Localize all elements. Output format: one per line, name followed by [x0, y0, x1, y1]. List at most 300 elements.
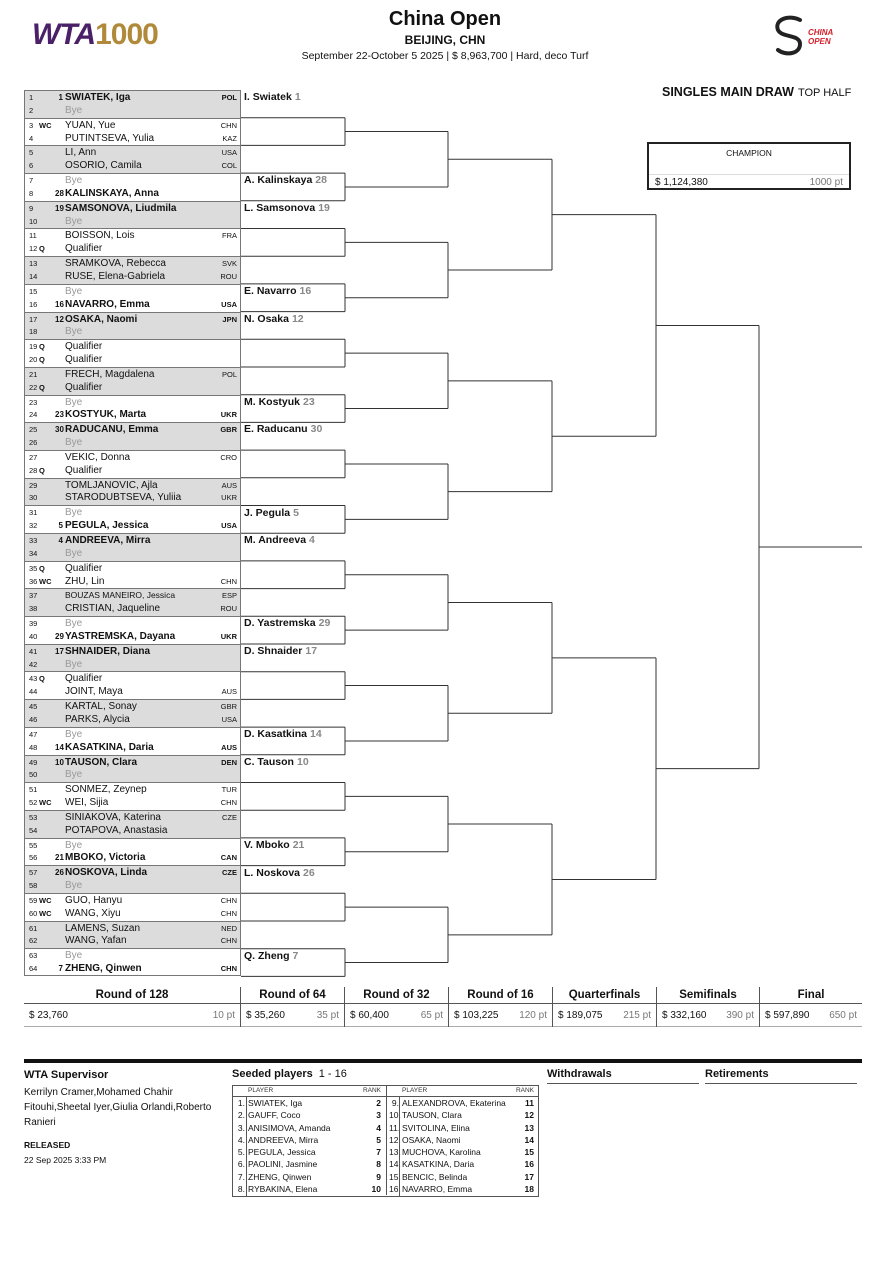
winner-name: C. Tauson [244, 755, 294, 768]
supervisor-names: Kerrilyn Cramer,Mohamed Chahir Fitouhi,Sheetal Iyer,Giulia Orlandi,Roberto Ranieri [24, 1087, 212, 1128]
round-of-64-winner [244, 534, 315, 546]
winner-name: D. Yastremska [244, 617, 316, 630]
seeded-row [387, 1171, 539, 1183]
player-name: NOSKOVA, Linda [65, 867, 148, 879]
seeded-player-name: ANISIMOVA, Amanda [248, 1122, 331, 1133]
country-code: CHN [220, 964, 237, 974]
draw-position: 47 [29, 729, 38, 739]
winner-name: Q. Zheng [244, 949, 290, 962]
draw-position: 41 [29, 646, 38, 656]
round-points: 10 pt [212, 1010, 235, 1021]
player-name: KALINSKAYA, Anna [65, 187, 159, 199]
seeded-player-name: GAUFF, Coco [248, 1110, 301, 1121]
round-name: Round of 64 [259, 989, 326, 1001]
seed-number: 16 [55, 299, 64, 309]
draw-position: 29 [29, 480, 38, 490]
country-code: USA [221, 521, 237, 531]
draw-position: 12 [29, 244, 38, 254]
player-name: BOUZAS MANEIRO, Jessica [65, 590, 176, 601]
country-code: ESP [221, 591, 237, 601]
entry-status: WC [39, 908, 52, 918]
seeded-player-rank: 17 [524, 1171, 534, 1182]
draw-position: 18 [29, 327, 38, 337]
player-name: Bye [65, 618, 83, 630]
draw-position: 4 [29, 133, 34, 143]
seed-number: 28 [55, 188, 64, 198]
china-open-logo-text: CHINA OPEN [808, 28, 834, 46]
winner-name: D. Shnaider [244, 645, 303, 657]
round-name: Quarterfinals [568, 989, 641, 1001]
country-code: AUS [221, 742, 237, 752]
draw-position: 19 [29, 342, 38, 352]
winner-seed: 29 [318, 617, 331, 630]
draw-position: 30 [29, 493, 38, 503]
tournament-info: September 22-October 5 2025 | $ 8,963,700 | Hard, deco Turf [301, 50, 589, 62]
draw-position: 32 [29, 521, 38, 531]
footer-divider [24, 1059, 862, 1063]
round-points: 650 pt [829, 1010, 857, 1021]
draw-position: 59 [29, 895, 38, 905]
round-of-64-winner [244, 507, 299, 519]
withdrawals-heading: Withdrawals [547, 1068, 699, 1084]
winner-seed: 19 [318, 201, 330, 214]
player-name: TOMLJANOVIC, Ajla [65, 479, 158, 491]
round-prize: $ 35,260 [246, 1010, 285, 1021]
seed-index: 8. [237, 1184, 245, 1195]
round-prize: $ 597,890 [765, 1010, 810, 1021]
player-name: Bye [65, 658, 83, 670]
player-name: Bye [65, 104, 83, 116]
round-points: 65 pt [420, 1010, 443, 1021]
draw-position: 14 [29, 271, 38, 281]
round-cell [24, 987, 240, 1027]
seed-index: 6. [237, 1159, 245, 1170]
country-code: CHN [220, 908, 237, 918]
draw-position: 54 [29, 825, 38, 835]
player-name: Qualifier [65, 341, 103, 353]
player-name: Bye [65, 950, 83, 962]
player-name: SINIAKOVA, Katerina [65, 811, 161, 823]
player-name: ZHU, Lin [65, 575, 105, 587]
seed-index: 13. [389, 1147, 401, 1158]
champion-label: CHAMPION [726, 148, 772, 158]
winner-name: L. Noskova [244, 866, 301, 879]
round-of-64-winner [244, 645, 317, 657]
seeded-player-name: SWIATEK, Iga [248, 1098, 303, 1108]
seed-index: 10. [389, 1110, 401, 1121]
player-name: Bye [65, 285, 83, 297]
player-name: BOISSON, Lois [65, 230, 135, 242]
seeded-players-section [232, 1068, 542, 1195]
entry-status: Q [39, 355, 45, 365]
player-name: ANDREEVA, Mirra [65, 535, 151, 546]
player-name: OSAKA, Naomi [65, 313, 138, 325]
draw-position: 46 [29, 714, 38, 724]
player-name: Bye [65, 839, 83, 851]
seeded-row [233, 1171, 386, 1183]
winner-seed: 1 [294, 91, 301, 103]
draw-position: 55 [29, 840, 38, 850]
winner-seed: 30 [310, 423, 323, 436]
col-player-header: PLAYER [402, 1087, 428, 1094]
seed-number: 21 [55, 853, 64, 863]
draw-position: 33 [29, 536, 38, 545]
round-of-64-winner [244, 950, 298, 962]
round-of-64-winner [244, 396, 315, 408]
entry-status: WC [39, 120, 52, 130]
draw-position: 22 [29, 382, 38, 392]
round-of-64-winner [244, 423, 322, 435]
player-name: Bye [65, 728, 83, 740]
round-points: 35 pt [316, 1010, 339, 1021]
player-name: RADUCANU, Emma [65, 424, 159, 436]
player-name: PUTINTSEVA, Yulia [65, 132, 155, 144]
seed-index: 16. [389, 1184, 401, 1195]
player-name: LI, Ann [65, 147, 97, 159]
player-name: VEKIC, Donna [65, 451, 131, 463]
seed-index: 4. [237, 1134, 245, 1145]
seeded-player-name: MUCHOVA, Karolina [402, 1147, 481, 1158]
entry-status: Q [39, 382, 45, 392]
draw-position: 60 [29, 908, 38, 918]
seeded-player-rank: 8 [376, 1159, 381, 1170]
player-name: SHNAIDER, Diana [65, 645, 151, 657]
player-name: Bye [65, 507, 83, 519]
draw-position: 31 [29, 508, 38, 518]
round-prize: $ 189,075 [558, 1010, 603, 1021]
country-code: POL [221, 93, 237, 102]
seeded-player-rank: 5 [376, 1134, 381, 1145]
round-cell [448, 987, 552, 1027]
draw-position: 43 [29, 674, 38, 684]
draw-position: 6 [29, 161, 34, 171]
round-name: Round of 32 [363, 989, 430, 1001]
player-name: WANG, Yafan [65, 935, 127, 947]
round-cell [552, 987, 656, 1027]
seed-number: 26 [55, 868, 64, 878]
supervisor-heading: WTA Supervisor [24, 1069, 109, 1081]
draw-position: 20 [29, 355, 38, 365]
seeded-heading: Seeded players 1 - 16 [232, 1068, 347, 1080]
seeded-player-name: OSAKA, Naomi [402, 1134, 461, 1145]
champion-prize: $ 1,124,380 [655, 177, 708, 188]
seeded-player-rank: 10 [371, 1184, 381, 1195]
player-name: MBOKO, Victoria [65, 852, 146, 864]
player-name: PEGULA, Jessica [65, 520, 149, 532]
country-code: ROU [220, 604, 237, 614]
winner-seed: 4 [309, 534, 315, 547]
seeded-row [387, 1097, 539, 1109]
seed-number: 12 [55, 314, 64, 324]
player-name: JOINT, Maya [65, 686, 123, 698]
seed-index: 2. [237, 1110, 245, 1121]
player-name: Bye [65, 175, 83, 187]
country-code: UKR [221, 493, 237, 503]
entry-status: Q [39, 342, 45, 352]
player-name: SRAMKOVA, Rebecca [65, 258, 166, 270]
seed-index: 15. [389, 1171, 401, 1182]
round-of-64-winner [244, 285, 311, 297]
country-code: FRA [222, 231, 237, 241]
round-of-64-winner [244, 174, 327, 186]
draw-position: 40 [29, 631, 38, 641]
country-code: NED [221, 923, 237, 933]
country-code: SVK [221, 259, 237, 269]
seeded-player-rank: 4 [376, 1122, 381, 1133]
round-of-64-winner [244, 728, 322, 740]
draw-position: 17 [29, 314, 38, 324]
supervisor-section [24, 1068, 219, 1168]
draw-position: 13 [29, 259, 38, 269]
country-code: CZE [222, 868, 237, 878]
round-prize: $ 103,225 [454, 1010, 499, 1021]
col-rank-header: RANK [362, 1087, 381, 1094]
winner-name: A. Kalinskaya [244, 174, 313, 187]
country-code: USA [221, 299, 237, 309]
player-name: STARODUBTSEVA, Yuliia [65, 492, 182, 504]
winner-seed: 16 [299, 284, 312, 297]
country-code: COL [221, 161, 237, 171]
seeded-player-rank: 13 [524, 1122, 534, 1133]
round-name: Final [797, 989, 825, 1001]
player-name: POTAPOVA, Anastasia [65, 824, 168, 836]
round-of-64-winner [244, 839, 304, 851]
player-name: CRISTIAN, Jaqueline [65, 603, 161, 615]
seeded-row [233, 1158, 386, 1170]
winner-name: M. Andreeva [244, 534, 307, 547]
round-of-64-winner [244, 313, 304, 325]
winner-seed: 12 [291, 312, 304, 325]
seeded-column [233, 1086, 386, 1195]
seeded-player-name: PEGULA, Jessica [248, 1147, 316, 1158]
seeded-row [387, 1183, 539, 1195]
draw-position: 23 [29, 397, 38, 407]
seeded-index-divider [399, 1097, 400, 1196]
seeded-row [387, 1122, 539, 1134]
player-name: Qualifier [65, 464, 103, 476]
draw-position: 52 [29, 798, 38, 808]
round-name: Round of 128 [95, 989, 169, 1001]
seed-number: 7 [58, 964, 63, 974]
seeded-player-name: KASATKINA, Daria [402, 1159, 475, 1170]
draw-position: 63 [29, 951, 38, 961]
country-code: USA [221, 148, 237, 158]
player-name: RUSE, Elena-Gabriela [65, 270, 166, 282]
round-name: Semifinals [679, 989, 737, 1001]
draw-position: 45 [29, 702, 38, 712]
draw-position: 16 [29, 299, 38, 309]
country-code: CHN [220, 936, 237, 946]
country-code: CHN [220, 798, 237, 808]
seeded-row [233, 1134, 386, 1146]
player-name: ZHENG, Qinwen [65, 963, 142, 975]
draw-position: 37 [29, 591, 38, 601]
entry-status: WC [39, 576, 52, 586]
seeded-row [233, 1122, 386, 1134]
draw-position: 62 [29, 936, 38, 946]
country-code: GBR [220, 702, 237, 712]
winner-name: V. Mboko [244, 838, 290, 851]
round-prize-table [24, 987, 862, 1027]
draw-position: 61 [29, 923, 38, 933]
winner-name: E. Raducanu [244, 423, 308, 436]
player-name: Qualifier [65, 354, 103, 366]
seeded-player-rank: 16 [524, 1159, 534, 1170]
player-name: TAUSON, Clara [65, 756, 138, 768]
draw-position: 58 [29, 881, 38, 891]
winner-name: J. Pegula [244, 506, 291, 519]
seed-index: 7. [237, 1171, 245, 1182]
seeded-row [387, 1146, 539, 1158]
seeded-column [386, 1086, 539, 1195]
player-name: Qualifier [65, 381, 103, 393]
seed-index: 1. [237, 1098, 245, 1108]
draw-position: 49 [29, 757, 38, 767]
seeded-row [387, 1109, 539, 1121]
draw-position: 21 [29, 369, 38, 379]
player-name: Bye [65, 769, 83, 781]
draw-position: 5 [29, 148, 34, 158]
country-code: UKR [220, 410, 237, 420]
draw-position: 27 [29, 452, 38, 462]
draw-position: 15 [29, 286, 38, 296]
seeded-player-name: ANDREEVA, Mirra [248, 1134, 319, 1145]
draw-position: 1 [29, 93, 34, 102]
seed-number: 23 [55, 410, 64, 420]
player-name: Bye [65, 215, 83, 227]
seed-index: 9. [391, 1098, 399, 1108]
draw-position: 56 [29, 853, 38, 863]
round-cell [240, 987, 344, 1027]
country-code: UKR [220, 631, 237, 641]
draw-position: 53 [29, 812, 38, 822]
draw-position: 38 [29, 604, 38, 614]
draw-position: 39 [29, 619, 38, 629]
seeded-table-header [233, 1086, 386, 1097]
draw-position: 26 [29, 438, 38, 448]
country-code: CAN [220, 853, 237, 863]
seeded-row [233, 1146, 386, 1158]
round-cell [759, 987, 862, 1027]
seeded-player-rank: 12 [524, 1110, 534, 1121]
country-code: AUS [221, 687, 237, 697]
seed-number: 5 [58, 521, 63, 531]
winner-seed: 28 [315, 174, 327, 187]
seed-number: 19 [55, 203, 64, 213]
draw-position: 44 [29, 687, 38, 697]
entry-status: WC [39, 798, 52, 808]
draw-position: 36 [29, 576, 38, 586]
draw-position: 28 [29, 465, 38, 475]
seeded-row [387, 1158, 539, 1170]
country-code: ROU [220, 271, 237, 281]
country-code: POL [221, 369, 237, 379]
draw-label: SINGLES MAIN DRAW TOP HALF [662, 85, 852, 99]
draw-position: 9 [29, 203, 34, 213]
seed-index: 5. [237, 1147, 245, 1158]
seeded-player-name: PAOLINI, Jasmine [248, 1159, 318, 1170]
player-name: Bye [65, 437, 83, 449]
draw-position: 64 [29, 964, 38, 974]
country-code: JPN [222, 314, 237, 324]
player-name: SAMSONOVA, Liudmila [65, 202, 177, 214]
wta-1000-logo: WTA1000 [32, 18, 158, 51]
player-name: KARTAL, Sonay [65, 701, 137, 713]
seed-number: 10 [55, 757, 64, 767]
round-prize: $ 23,760 [29, 1010, 68, 1021]
player-name: YASTREMSKA, Dayana [65, 630, 176, 642]
draw-position: 57 [29, 868, 38, 878]
seed-index: 3. [237, 1122, 245, 1133]
draw-half: TOP HALF [797, 87, 852, 99]
country-code: CZE [222, 812, 237, 822]
player-name: SONMEZ, Zeynep [65, 784, 147, 796]
seed-number: 29 [55, 631, 64, 641]
winner-seed: 17 [305, 645, 318, 657]
draw-position: 42 [29, 659, 38, 669]
winner-name: D. Kasatkina [244, 728, 308, 741]
country-code: CHN [220, 576, 237, 586]
winner-seed: 26 [303, 866, 315, 879]
player-name: Qualifier [65, 562, 103, 574]
seeded-row [387, 1134, 539, 1146]
seeded-player-name: TAUSON, Clara [402, 1110, 462, 1121]
seed-index: 14. [389, 1159, 401, 1170]
round-of-64-winner [244, 617, 330, 629]
winner-name: M. Kostyuk [244, 395, 301, 408]
player-name: Bye [65, 880, 83, 892]
round-of-64-winner [244, 202, 330, 214]
round-prize: $ 60,400 [350, 1010, 389, 1021]
round-of-64-winner [244, 91, 301, 103]
player-name: NAVARRO, Emma [65, 298, 150, 310]
draw-position: 35 [29, 563, 38, 573]
country-code: USA [221, 714, 237, 724]
seeded-player-name: ZHENG, Qinwen [248, 1171, 312, 1182]
seed-number: 4 [58, 536, 63, 545]
draw-position: 8 [29, 188, 34, 198]
seeded-table-header [387, 1086, 539, 1097]
round-cell [656, 987, 759, 1027]
col-rank-header: RANK [515, 1087, 534, 1094]
round-points: 215 pt [623, 1010, 651, 1021]
seeded-player-rank: 11 [525, 1098, 534, 1108]
entry-status: Q [39, 465, 45, 475]
winner-seed: 21 [292, 838, 305, 851]
country-code: CHN [220, 895, 237, 905]
tournament-title: China Open [388, 8, 502, 30]
seeded-player-name: ALEXANDROVA, Ekaterina [402, 1098, 506, 1108]
entry-status: Q [39, 563, 45, 573]
seeded-row [233, 1109, 386, 1121]
seeded-range: 1 - 16 [318, 1068, 347, 1080]
draw-position: 2 [29, 105, 34, 115]
seed-number: 17 [55, 646, 64, 656]
winner-name: I. Swiatek [244, 91, 292, 103]
seeded-player-name: BENCIC, Belinda [402, 1171, 468, 1182]
round-of-64-winner [244, 867, 315, 879]
seeded-index-divider [246, 1097, 247, 1196]
player-name: Qualifier [65, 673, 103, 685]
seeded-player-rank: 15 [524, 1147, 534, 1158]
retirements-heading: Retirements [705, 1068, 857, 1084]
draw-position: 24 [29, 410, 38, 420]
country-code: DEN [221, 757, 237, 767]
seed-number: 1 [58, 93, 63, 102]
seed-index: 12. [389, 1134, 401, 1145]
winner-seed: 5 [293, 506, 299, 519]
seed-number: 14 [55, 742, 64, 752]
